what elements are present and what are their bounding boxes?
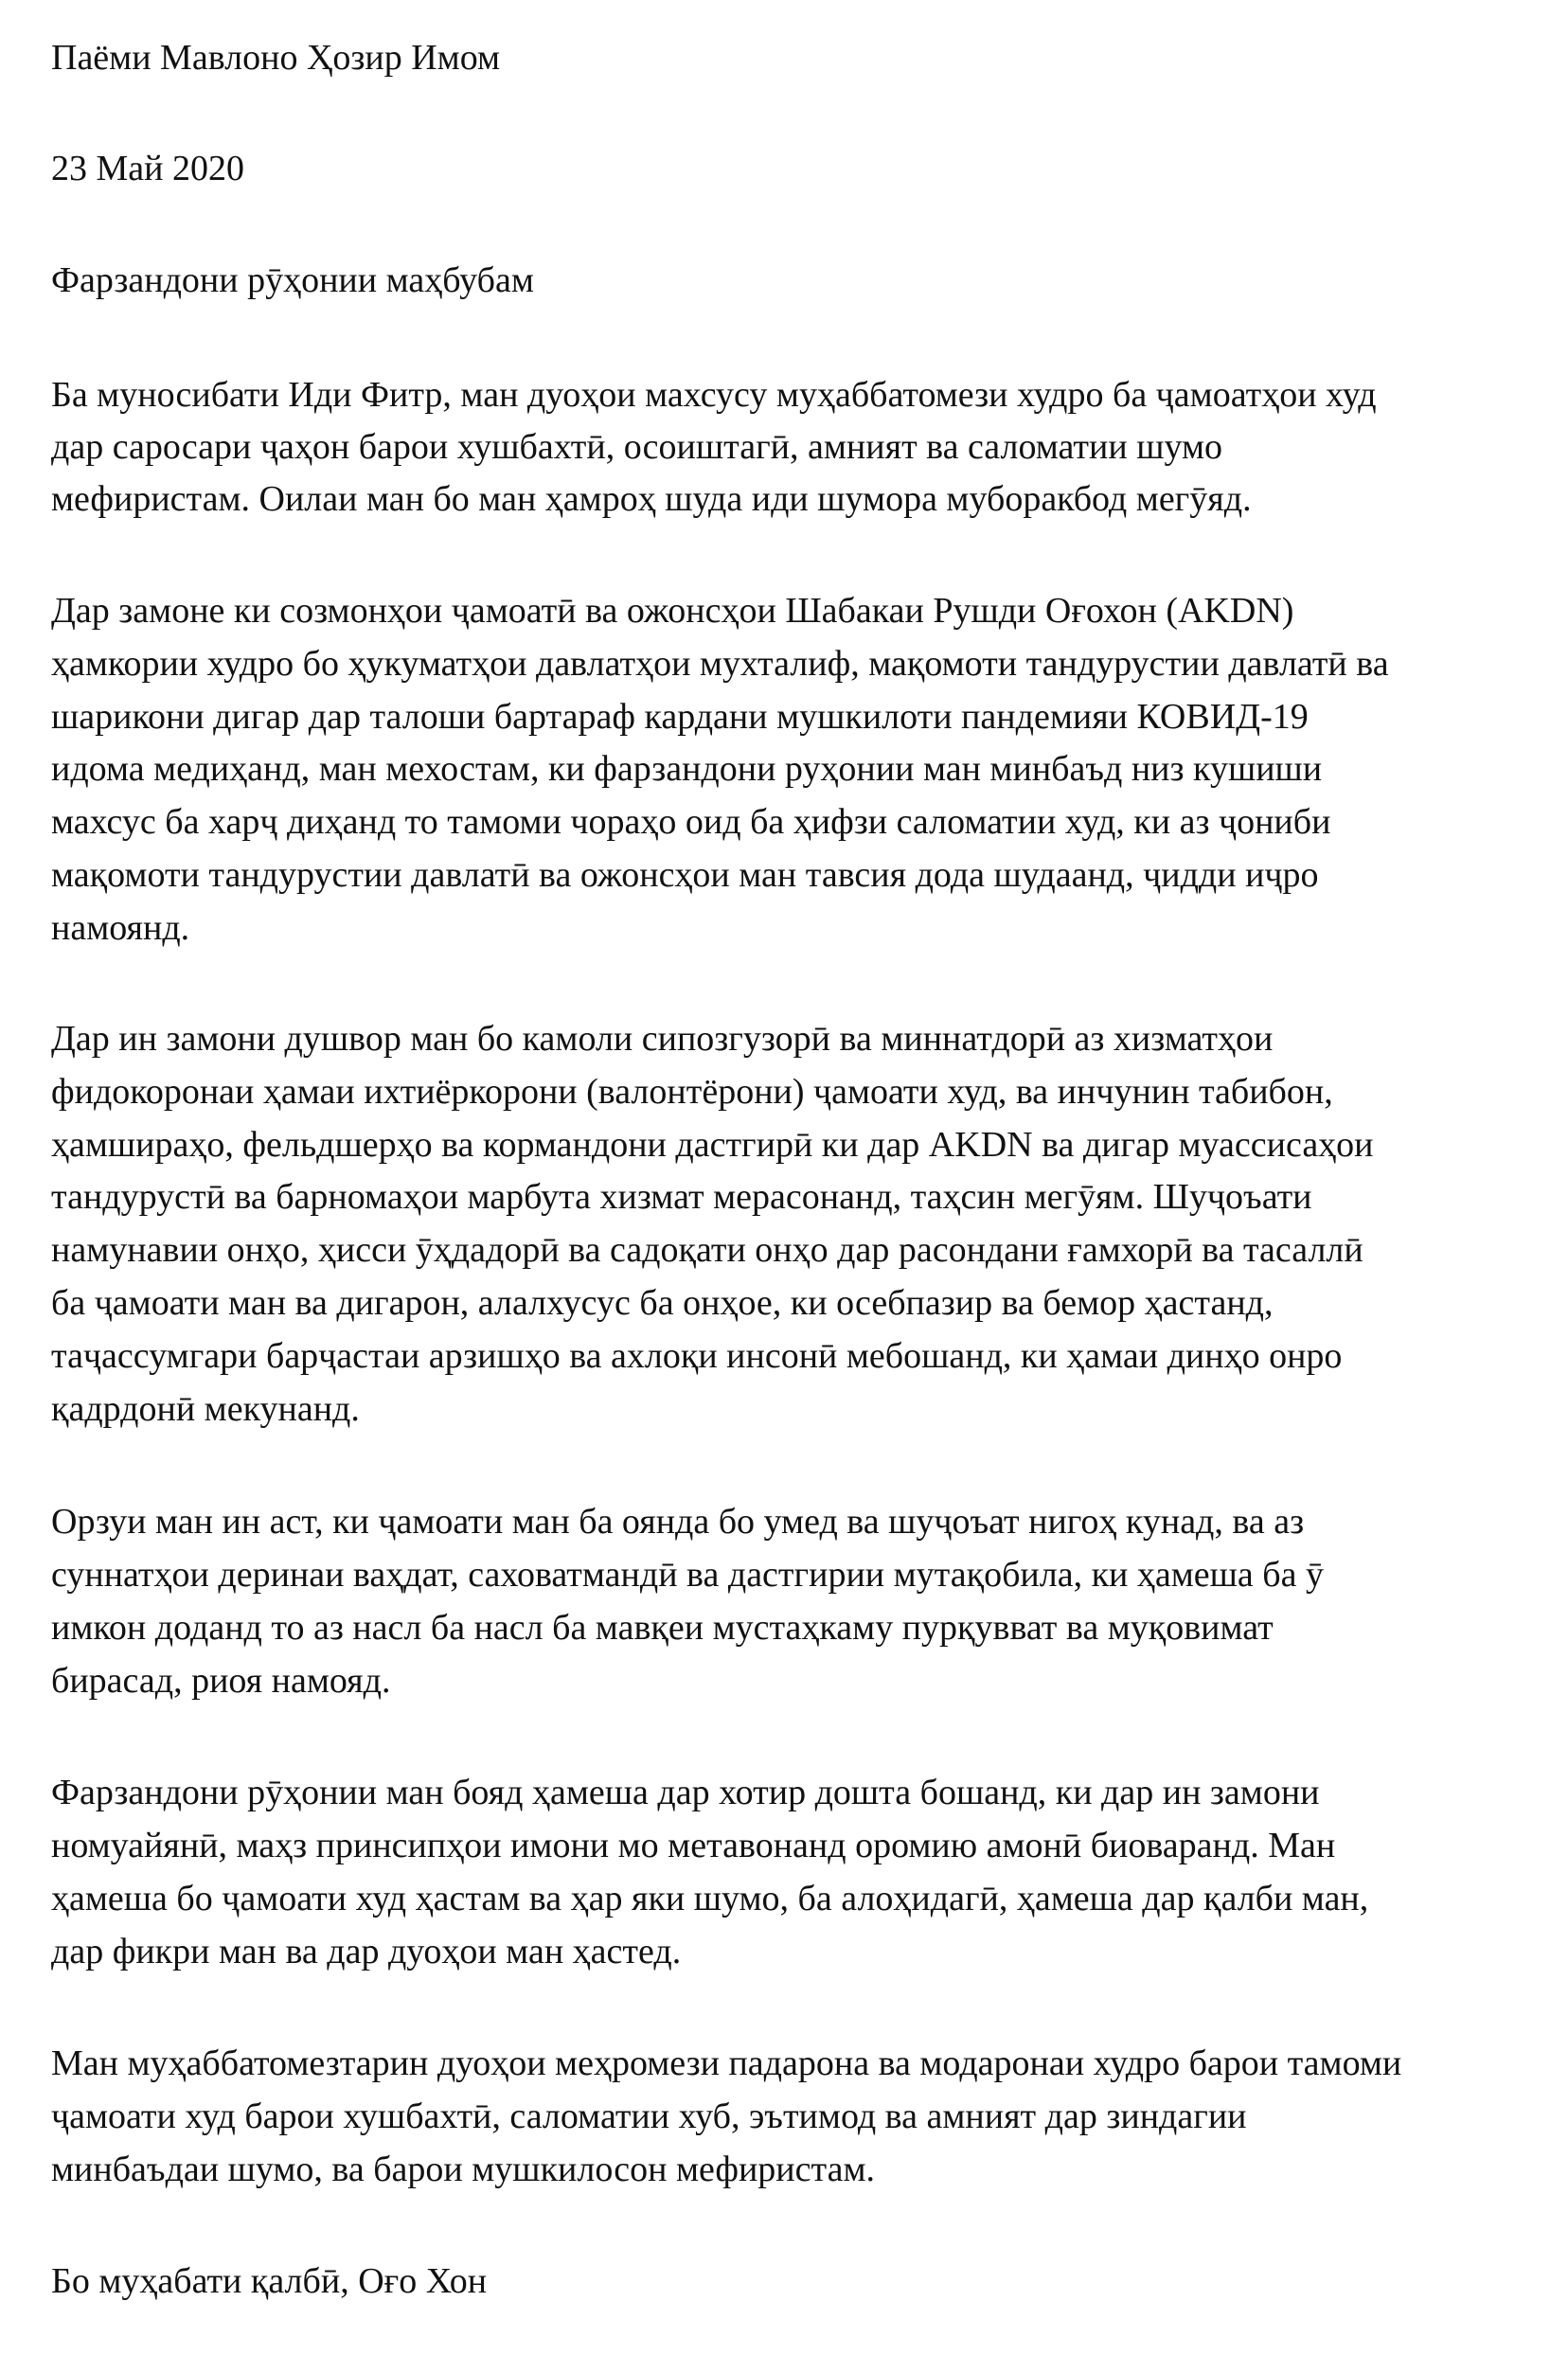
paragraph-line: дар саросари ҷаҳон барои хушбахтӣ, осоиштагӣ, амният ва саломатии шумо xyxy=(51,427,1223,467)
paragraph-line: ҷамоати худ барои хушбахтӣ, саломатии хуб, эътимод ва амният дар зиндагии xyxy=(51,2096,1247,2136)
paragraph-line: ба ҷамоати ман ва дигарон, алалхусус ба онҳое, ки осебпазир ва бемор ҳастанд, xyxy=(51,1283,1274,1323)
paragraph-line: бирасад, риоя намояд. xyxy=(51,1661,391,1701)
paragraph-line: мефиристам. Оилаи ман бо ман ҳамроҳ шуда иди шумора муборакбод мегӯяд. xyxy=(51,479,1252,519)
paragraph-line: махсус ба харҷ диҳанд то тамоми чораҳо оид ба ҳифзи саломатии худ, ки аз ҷониби xyxy=(51,802,1331,842)
paragraph-line: дар фикри ман ва дар дуоҳои ман ҳастед. xyxy=(51,1932,682,1971)
paragraph-line: намоянд. xyxy=(51,908,190,948)
paragraph-line: фидокоронаи ҳамаи ихтиёркорони (валонтёрони) ҷамоати худ, ва инчунин табибон, xyxy=(51,1072,1333,1112)
paragraph-line: Фарзандони рӯҳонии ман бояд ҳамеша дар хотир дошта бошанд, ки дар ин замони xyxy=(51,1773,1320,1812)
paragraph-line: Ба муносибати Иди Фитр, ман дуоҳои махсусу муҳаббатомези худро ба ҷамоатҳои худ xyxy=(51,375,1377,415)
paragraph-line: ҳамкории худро бо ҳукуматҳои давлатҳои мухталиф, мақомоти тандурустии давлатӣ ва xyxy=(51,644,1389,684)
paragraph-line: ҳамшираҳо, фельдшерҳо ва кормандони дастгирӣ ки дар AKDN ва дигар муассисаҳои xyxy=(51,1125,1374,1165)
paragraph-line: Дар ин замони душвор ман бо камоли сипозгузорӣ ва миннатдорӣ аз хизматҳои xyxy=(51,1019,1274,1059)
paragraph-line: таҷассумгари барҷастаи арзишҳо ва ахлоқи инсонӣ мебошанд, ки ҳамаи динҳо онро xyxy=(51,1336,1343,1376)
paragraph-line: идома медиҳанд, ман мехостам, ки фарзандони руҳонии ман минбаъд низ кушиши xyxy=(51,749,1323,789)
paragraph-line: минбаъдаи шумо, ва барои мушкилосон мефиристам. xyxy=(51,2150,875,2189)
letter-salutation: Фарзандони рӯҳонии маҳбубам xyxy=(51,260,534,300)
paragraph-line: Ман муҳаббатомезтарин дуоҳои меҳромези падарона ва модаронаи худро барои тамоми xyxy=(51,2043,1402,2083)
letter-title: Паёми Мавлоно Ҳозир Имом xyxy=(51,38,501,78)
paragraph-line: имкон доданд то аз насл ба насл ба мавқеи мустаҳкаму пурқувват ва муқовимат xyxy=(51,1608,1274,1648)
paragraph-line: Дар замоне ки созмонҳои ҷамоатӣ ва ожонсҳои Шабакаи Рушди Оғохон (AKDN) xyxy=(51,591,1294,631)
paragraph-line: намунавии онҳо, ҳисси ӯҳдадорӣ ва садоқати онҳо дар расондани ғамхорӣ ва тасаллӣ xyxy=(51,1230,1363,1270)
paragraph-line: суннатҳои деринаи ваҳдат, саховатмандӣ ва дастгирии мутақобила, ки ҳамеша ба ӯ xyxy=(51,1555,1324,1595)
paragraph-line: тандурустӣ ва барномаҳои марбута хизмат мерасонанд, таҳсин мегӯям. Шуҷоъати xyxy=(51,1177,1312,1217)
paragraph-line: номуайянӣ, маҳз принсипҳои имони мо метавонанд оромию амонӣ биоваранд. Ман xyxy=(51,1826,1336,1865)
paragraph-line: шарикони дигар дар талоши бартараф кардани мушкилоти пандемияи КОВИД-19 xyxy=(51,697,1309,737)
letter-closing: Бо муҳабати қалбӣ, Оғо Хон xyxy=(51,2261,488,2301)
letter-date: 23 Май 2020 xyxy=(51,149,244,188)
paragraph-line: қадрдонӣ мекунанд. xyxy=(51,1389,360,1429)
paragraph-line: мақомоти тандурустии давлатӣ ва ожонсҳои ман тавсия дода шудаанд, ҷидди иҷро xyxy=(51,855,1319,895)
paragraph-line: Орзуи ман ин аст, ки ҷамоати ман ба оянда бо умед ва шуҷоъат нигоҳ кунад, ва аз xyxy=(51,1502,1305,1542)
paragraph-line: ҳамеша бо ҷамоати худ ҳастам ва ҳар яки шумо, ба алоҳидагӣ, ҳамеша дар қалби ман, xyxy=(51,1879,1369,1918)
